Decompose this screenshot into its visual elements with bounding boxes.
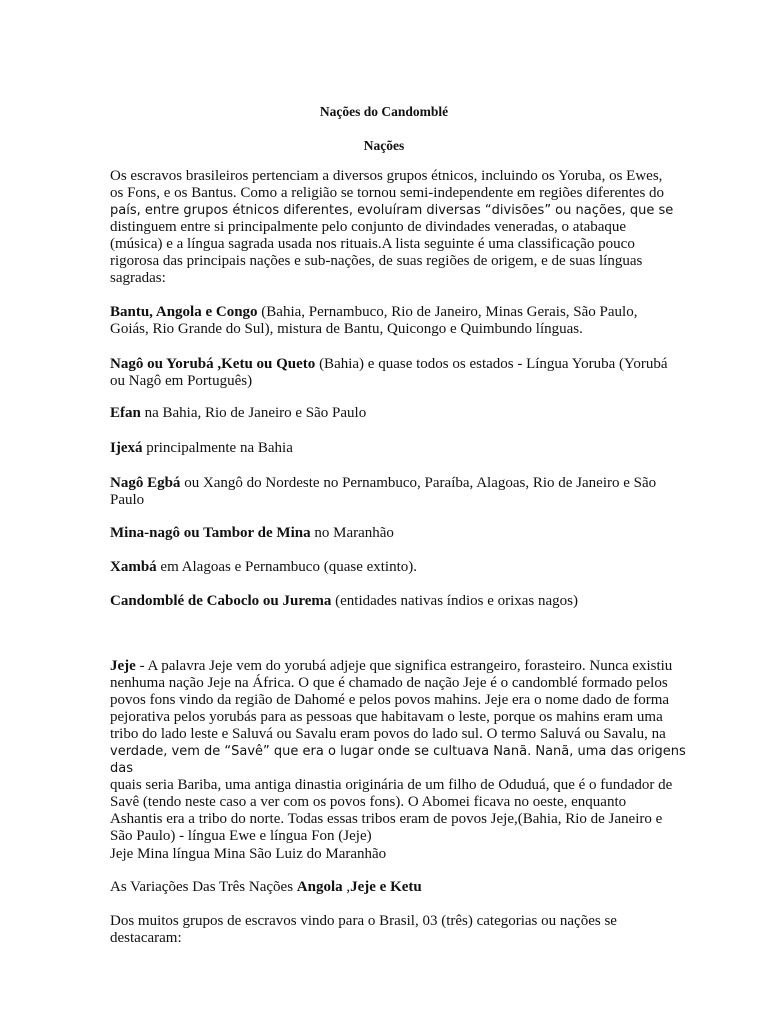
nation-nago-egba: Nagô Egbá ou Xangô do Nordeste no Pernambuco, Paraíba, Alagoas, Rio de Janeiro e São Paulo [110, 475, 657, 508]
nation-bantu: Bantu, Angola e Congo (Bahia, Pernambuco, Rio de Janeiro, Minas Gerais, São Paulo, Goiás, Rio Grande do Sul), mistura de Bantu, Quicongo e Quimbundo línguas. [110, 304, 638, 337]
intro-paragraph: Os escravos brasileiros pertenciam a diversos grupos étnicos, incluindo os Yoruba, os Ewes, os Fons, e os Bantus. Como a religião se tornou semi-independente em regiões diferentes do país, entre grupos étnicos diferentes, evoluíram diversas “divisões” ou nações, que se distinguem entre si principalmente pelo conjunto de divindades veneradas, o atabaque (música) e a língua sagrada usada nos rituais.A lista seguinte é uma classificação pouco rigorosa das principais nações e sub-nações, de suas regiões de origem, e de suas línguas sagradas: [110, 168, 674, 286]
nation-efan: Efan na Bahia, Rio de Janeiro e São Paulo [110, 405, 367, 421]
jeje-mina-line: Jeje Mina língua Mina São Luiz do Maranhão [110, 846, 387, 862]
nation-nago-yoruba: Nagô ou Yorubá ,Ketu ou Queto (Bahia) e quase todos os estados - Língua Yoruba (Yorubá ou Nagô em Português) [110, 356, 668, 389]
document-title: Nações do Candomblé [319, 104, 449, 119]
section-heading: Nações [363, 138, 405, 153]
jeje-paragraph: Jeje - A palavra Jeje vem do yorubá adjeje que significa estrangeiro, forasteiro. Nunca existiu nenhuma nação Jeje na África. O que é chamado de nação Jeje é o candomblé formado pelos povos fons vindo da região de Dahomé e pelos povos mahins. Jeje era o nome dado de forma pejorativa pelos yorubás para as pessoas que habitavam o leste, porque os mahins eram uma tribo do lado leste e Saluvá ou Savalu eram povos do lado sul. O termo Saluvá ou Savalu, na verdade, vem de “Savê” que era o lugar onde se cultuava Nanã. Nanã, uma das origens das quais seria Bariba, uma antiga dinastia originária de um filho de Oduduá, que é o fundador de Savê (tendo neste caso a ver com os povos fons). O Abomei ficava no oeste, enquanto Ashantis era a tribo do norte. Todas essas tribos eram de povos Jeje,(Bahia, Rio de Janeiro e São Paulo) - língua Ewe e língua Fon (Jeje) [110, 658, 686, 844]
nation-xamba: Xambá em Alagoas e Pernambuco (quase extinto). [110, 559, 418, 575]
closing-paragraph: Dos muitos grupos de escravos vindo para o Brasil, 03 (três) categorias ou nações se destacaram: [110, 913, 617, 946]
nation-ijexa: Ijexá principalmente na Bahia [110, 440, 293, 456]
nation-mina-nago: Mina-nagô ou Tambor de Mina no Maranhão [110, 525, 394, 541]
nation-candomble-caboclo: Candomblé de Caboclo ou Jurema (entidades nativas índios e orixas nagos) [110, 593, 579, 609]
variations-line: As Variações Das Três Nações Angola ,Jeje e Ketu [110, 879, 422, 895]
